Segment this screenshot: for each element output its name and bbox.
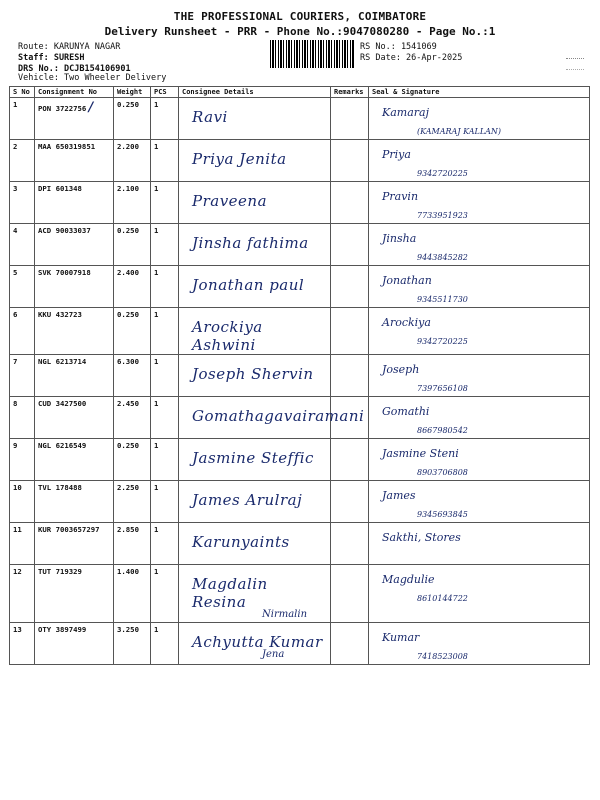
cell-pcs: [151, 224, 179, 266]
consignment-number: PON 3722756: [38, 104, 87, 113]
cell-consignee: [179, 98, 331, 140]
cell-signature: [369, 481, 590, 523]
pcs-value: 1: [154, 142, 159, 151]
consignee-name: Arockiya Ashwini: [192, 318, 263, 354]
consignee-name: Ravi: [192, 108, 228, 126]
consignee-name: Praveena: [192, 192, 268, 210]
cell-remarks: [331, 565, 369, 623]
route-label: Route: KARUNYA NAGAR: [18, 42, 121, 52]
cell-consignee: [179, 523, 331, 565]
signature-phone: 9342720225: [417, 337, 468, 346]
cell-consignment: [35, 355, 114, 397]
cell-consignment: [35, 481, 114, 523]
cell-consignee: [179, 481, 331, 523]
signature: Kumar: [382, 631, 420, 644]
pcs-value: 1: [154, 525, 159, 534]
cell-sno: [10, 565, 35, 623]
cell-pcs: [151, 98, 179, 140]
cell-weight: [114, 355, 151, 397]
cell-pcs: [151, 481, 179, 523]
consignment-number: TVL 178488: [38, 483, 82, 492]
signature: Sakthi, Stores: [382, 531, 461, 544]
cell-pcs: [151, 565, 179, 623]
weight-value: 6.300: [117, 357, 139, 366]
cell-pcs: [151, 355, 179, 397]
signature-phone: 7733951923: [417, 211, 468, 220]
table-row: [10, 308, 590, 355]
cell-weight: [114, 481, 151, 523]
cell-signature: [369, 523, 590, 565]
pcs-value: 1: [154, 625, 159, 634]
cell-weight: [114, 523, 151, 565]
cell-sno: [10, 224, 35, 266]
cell-pcs: [151, 308, 179, 355]
cell-signature: [369, 565, 590, 623]
consignment-number: NGL 6216549: [38, 441, 87, 450]
cell-signature: [369, 355, 590, 397]
signature: James: [382, 489, 416, 502]
cell-pcs: [151, 266, 179, 308]
signature-phone: 7397656108: [417, 384, 468, 393]
col-header-consignee: Consignee Details: [179, 87, 331, 98]
cell-sno: [10, 481, 35, 523]
pcs-value: 1: [154, 441, 159, 450]
consignee-name: Joseph Shervin: [192, 365, 314, 383]
cell-signature: [369, 623, 590, 665]
company-name: THE PROFESSIONAL COURIERS, COIMBATORE: [173, 10, 427, 23]
table-row: [10, 481, 590, 523]
consignment-number: MAA 650319851: [38, 142, 96, 151]
cell-weight: [114, 224, 151, 266]
cell-remarks: [331, 224, 369, 266]
drs-number: DRS No.: DCJB154106901: [18, 64, 131, 74]
consignment-number: TUT 719329: [38, 567, 82, 576]
signature-phone: 9342720225: [417, 169, 468, 178]
table-header-row: [10, 87, 590, 98]
cell-remarks: [331, 140, 369, 182]
table-row: [10, 439, 590, 481]
cell-consignee: [179, 308, 331, 355]
cell-pcs: [151, 140, 179, 182]
consignee-name: Priya Jenita: [192, 150, 287, 168]
cell-sno: [10, 439, 35, 481]
cell-remarks: [331, 182, 369, 224]
cell-remarks: [331, 523, 369, 565]
cell-weight: [114, 565, 151, 623]
pcs-value: 1: [154, 399, 159, 408]
consignment-number: SVK 70007918: [38, 268, 91, 277]
weight-value: 0.250: [117, 441, 139, 450]
sno-value: 10: [13, 483, 22, 492]
consignment-number: CUD 3427500: [38, 399, 87, 408]
consignment-number: OTY 3897499: [38, 625, 87, 634]
runsheet-info-left: [18, 42, 131, 75]
cell-consignee: [179, 182, 331, 224]
consignee-name-line2: Jena: [262, 649, 285, 660]
sno-value: 13: [13, 625, 22, 634]
signature: Jasmine Steni: [382, 447, 459, 460]
consignment-number: DPI 601348: [38, 184, 82, 193]
signature: Gomathi: [382, 405, 430, 418]
consignee-name: Gomathagavairamani: [192, 407, 365, 425]
signature-phone: 9345511730: [417, 295, 468, 304]
consignee-name: James Arulraj: [192, 491, 303, 509]
cell-remarks: [331, 481, 369, 523]
cell-consignment: [35, 308, 114, 355]
col-header-remarks: Remarks: [331, 87, 369, 98]
table-row: [10, 355, 590, 397]
pcs-value: 1: [154, 483, 159, 492]
cell-consignment: [35, 623, 114, 665]
col-header-weight: Weight: [114, 87, 151, 98]
table-row: [10, 523, 590, 565]
check-mark: /: [88, 100, 94, 115]
cell-remarks: [331, 98, 369, 140]
cell-pcs: [151, 397, 179, 439]
table-row: [10, 98, 590, 140]
table-row: [10, 266, 590, 308]
consignment-number: NGL 6213714: [38, 357, 87, 366]
weight-value: 0.250: [117, 226, 139, 235]
consignee-name: Achyutta Kumar: [192, 633, 323, 651]
cell-weight: [114, 439, 151, 481]
cell-consignment: [35, 397, 114, 439]
cell-consignee: [179, 266, 331, 308]
cell-weight: [114, 266, 151, 308]
table-row: [10, 397, 590, 439]
cell-sno: [10, 140, 35, 182]
cell-sno: [10, 98, 35, 140]
cell-signature: [369, 224, 590, 266]
signature: Magdulie: [382, 573, 435, 586]
runsheet-info-right: [360, 42, 462, 64]
signature: Jinsha: [382, 232, 417, 245]
table-row: [10, 182, 590, 224]
cell-consignment: [35, 224, 114, 266]
cell-signature: [369, 439, 590, 481]
cell-sno: [10, 182, 35, 224]
sno-value: 1: [13, 100, 18, 109]
cell-consignee: [179, 224, 331, 266]
pcs-value: 1: [154, 567, 159, 576]
pcs-value: 1: [154, 357, 159, 366]
cell-consignee: [179, 355, 331, 397]
cell-sno: [10, 523, 35, 565]
signature-phone: 7418523008: [417, 652, 468, 661]
vehicle-label: Vehicle: Two Wheeler Delivery: [18, 73, 167, 83]
delivery-table: [9, 86, 590, 665]
consignment-number: KKU 432723: [38, 310, 82, 319]
sno-value: 9: [13, 441, 18, 450]
signature: Joseph: [382, 363, 420, 376]
cell-consignee: [179, 397, 365, 439]
rs-date: RS Date: 26-Apr-2025: [360, 53, 463, 63]
cell-remarks: [331, 266, 369, 308]
signature: Arockiya: [382, 316, 431, 329]
table-row: [10, 140, 590, 182]
col-header-seal: Seal & Signature: [369, 87, 590, 98]
cell-weight: [114, 182, 151, 224]
weight-value: 2.200: [117, 142, 139, 151]
table-row: [10, 565, 590, 623]
cell-sno: [10, 623, 35, 665]
weight-value: 2.100: [117, 184, 139, 193]
staff-label: Staff: SURESH: [18, 53, 85, 63]
pcs-value: 1: [154, 268, 159, 277]
sno-value: 4: [13, 226, 18, 235]
weight-value: 0.250: [117, 310, 139, 319]
consignee-name: Magdalin Resina: [192, 575, 268, 611]
cell-consignee: [179, 140, 331, 182]
cell-weight: [114, 308, 151, 355]
signature-phone: 8903706808: [417, 468, 468, 477]
pcs-value: 1: [154, 226, 159, 235]
weight-value: 1.400: [117, 567, 139, 576]
cell-pcs: [151, 623, 179, 665]
signature-phone: 8667980542: [417, 426, 468, 435]
cell-consignment: [35, 98, 114, 140]
table-row: [10, 623, 590, 665]
rs-number: RS No.: 1541069: [360, 42, 437, 52]
cell-signature: [369, 98, 590, 140]
consignee-name: Karunyaints: [192, 533, 290, 551]
cell-consignee: [179, 439, 331, 481]
document-header: [0, 10, 600, 38]
cell-signature: [369, 266, 590, 308]
cell-consignment: [35, 439, 114, 481]
signature-phone: 8610144722: [417, 594, 468, 603]
signature: Kamaraj: [382, 106, 429, 119]
sno-value: 8: [13, 399, 18, 408]
sno-value: 12: [13, 567, 22, 576]
cell-remarks: [331, 308, 369, 355]
cell-consignee: [179, 623, 331, 665]
cell-sno: [10, 308, 35, 355]
col-header-sno: S No: [10, 87, 35, 98]
cell-sno: [10, 355, 35, 397]
weight-value: 3.250: [117, 625, 139, 634]
cell-weight: [114, 623, 151, 665]
consignee-name: Jasmine Steffic: [192, 449, 314, 467]
cell-signature: [369, 397, 590, 439]
pcs-value: 1: [154, 310, 159, 319]
cell-remarks: [331, 439, 369, 481]
runsheet-title: Delivery Runsheet - PRR - Phone No.:9047080280 - Page No.:1: [104, 25, 496, 38]
consignee-name-line2: Nirmalin: [262, 609, 308, 620]
consignee-name: Jonathan paul: [192, 276, 305, 294]
cell-consignee: [179, 565, 331, 623]
signature-phone: 9345693845: [417, 510, 468, 519]
sno-value: 2: [13, 142, 18, 151]
cell-signature: [369, 140, 590, 182]
cell-weight: [114, 98, 151, 140]
sno-value: 3: [13, 184, 18, 193]
margin-scribble: [566, 58, 584, 70]
cell-consignment: [35, 565, 114, 623]
pcs-value: 1: [154, 100, 159, 109]
col-header-pcs: PCS: [151, 87, 179, 98]
weight-value: 2.250: [117, 483, 139, 492]
sno-value: 7: [13, 357, 18, 366]
barcode: [270, 40, 354, 68]
cell-signature: [369, 308, 590, 355]
consignment-number: ACD 90033037: [38, 226, 91, 235]
table-row: [10, 224, 590, 266]
cell-sno: [10, 266, 35, 308]
cell-sno: [10, 397, 35, 439]
cell-consignment: [35, 266, 114, 308]
cell-weight: [114, 397, 151, 439]
signature-phone: 9443845282: [417, 253, 468, 262]
cell-consignment: [35, 140, 114, 182]
signature-phone: (KAMARAJ KALLAN): [417, 127, 502, 136]
sno-value: 6: [13, 310, 18, 319]
consignee-name: Jinsha fathima: [192, 234, 309, 252]
weight-value: 2.850: [117, 525, 139, 534]
cell-remarks: [331, 623, 369, 665]
signature: Priya: [382, 148, 411, 161]
sno-value: 11: [13, 525, 22, 534]
sno-value: 5: [13, 268, 18, 277]
cell-pcs: [151, 439, 179, 481]
weight-value: 2.450: [117, 399, 139, 408]
cell-pcs: [151, 523, 179, 565]
cell-weight: [114, 140, 151, 182]
cell-consignment: [35, 523, 114, 565]
weight-value: 2.400: [117, 268, 139, 277]
consignment-number: KUR 7003657297: [38, 525, 100, 534]
signature: Jonathan: [382, 274, 432, 287]
cell-consignment: [35, 182, 114, 224]
cell-signature: [369, 182, 590, 224]
signature: Pravin: [382, 190, 419, 203]
cell-pcs: [151, 182, 179, 224]
cell-remarks: [331, 355, 369, 397]
col-header-consignment: Consignment No: [35, 87, 114, 98]
pcs-value: 1: [154, 184, 159, 193]
weight-value: 0.250: [117, 100, 139, 109]
